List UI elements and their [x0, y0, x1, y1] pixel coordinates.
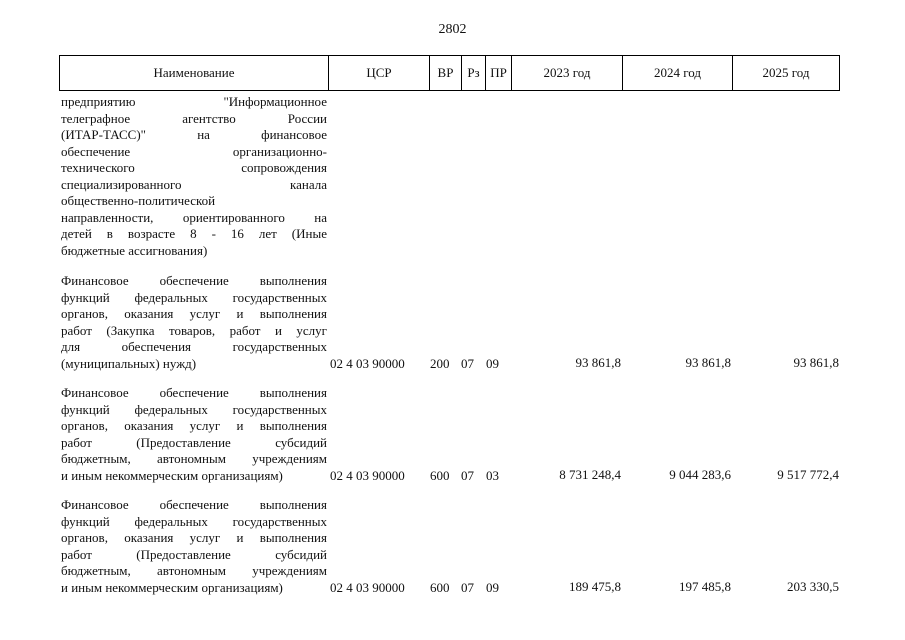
- row-name-line: органов, оказания услуг и выполнения: [61, 530, 327, 545]
- header-name: Наименование: [153, 65, 235, 80]
- row-name-line: бюджетным, автономным учреждениям: [61, 451, 327, 466]
- header-vr: ВР: [429, 56, 461, 90]
- row-name-line: обеспечение организационно-: [61, 143, 327, 159]
- row-rz: 07: [461, 355, 474, 371]
- row-name: [61, 497, 327, 596]
- header-csr: ЦСР: [328, 56, 429, 90]
- row-2024: 9 044 283,6: [669, 466, 731, 482]
- row-pr: 03: [486, 467, 499, 483]
- row-name-line: телеграфное агентство России: [61, 110, 327, 126]
- row-2024: 93 861,8: [685, 354, 731, 370]
- header-2023: 2023 год: [511, 56, 622, 90]
- row-name-line: функций федеральных государственных: [61, 289, 327, 305]
- row-name-line: общественно-политической: [61, 193, 216, 208]
- row-2023: 189 475,8: [569, 578, 621, 594]
- row-name-line: бюджетным, автономным учреждениям: [61, 563, 327, 578]
- row-name-line: (ИТАР-ТАСС)" на финансовое: [61, 127, 327, 142]
- row-vr: 600: [430, 579, 450, 595]
- row-2023: 8 731 248,4: [559, 466, 621, 482]
- row-pr: 09: [486, 355, 499, 371]
- row-csr: 02 4 03 90000: [330, 467, 405, 483]
- row-rz: 07: [461, 579, 474, 595]
- header-2025: 2025 год: [732, 56, 839, 90]
- row-vr: 200: [430, 355, 450, 371]
- row-name-line: специализированного канала: [61, 176, 327, 192]
- row-name-line: и иным некоммерческим организациям): [61, 579, 283, 595]
- row-name-line: Финансовое обеспечение выполнения: [61, 385, 327, 400]
- row-name-line: работ (Предоставление субсидий: [61, 546, 327, 562]
- row-name-line: (муниципальных) нужд): [61, 355, 197, 371]
- row-name: [61, 385, 327, 484]
- row-2023: 93 861,8: [575, 354, 621, 370]
- header-rz: Рз: [461, 56, 485, 90]
- row-name-line: бюджетные ассигнования): [61, 242, 208, 258]
- row-name-line: работ (Закупка товаров, работ и услуг: [61, 322, 327, 338]
- row-pr: 09: [486, 579, 499, 595]
- header-2024: 2024 год: [622, 56, 732, 90]
- row-csr: 02 4 03 90000: [330, 355, 405, 371]
- header-pr: ПР: [485, 56, 511, 90]
- row-name-line: функций федеральных государственных: [61, 513, 327, 529]
- row-csr: 02 4 03 90000: [330, 579, 405, 595]
- row-name-line: функций федеральных государственных: [61, 401, 327, 417]
- row-name: [61, 273, 327, 372]
- table-header: [59, 55, 840, 91]
- row-name-line: работ (Предоставление субсидий: [61, 434, 327, 450]
- row-2025: 9 517 772,4: [777, 466, 839, 482]
- row-2024: 197 485,8: [679, 578, 731, 594]
- row-2025: 203 330,5: [787, 578, 839, 594]
- row-vr: 600: [430, 467, 450, 483]
- row-rz: 07: [461, 467, 474, 483]
- row-name-line: предприятию "Информационное: [61, 94, 327, 109]
- row-name-line: детей в возрасте 8 - 16 лет (Иные: [61, 226, 327, 241]
- row-name-line: технического сопровождения: [61, 160, 327, 175]
- page-number: 2802: [438, 22, 467, 37]
- row-name-line: органов, оказания услуг и выполнения: [61, 418, 327, 433]
- row-name-line: направленности, ориентированного на: [61, 209, 327, 225]
- row-name-line: и иным некоммерческим организациям): [61, 467, 283, 483]
- row-name-line: Финансовое обеспечение выполнения: [61, 497, 327, 512]
- row-name: [61, 94, 327, 259]
- row-name-line: Финансовое обеспечение выполнения: [61, 273, 327, 288]
- row-2025: 93 861,8: [793, 354, 839, 370]
- row-name-line: органов, оказания услуг и выполнения: [61, 306, 327, 321]
- row-name-line: для обеспечения государственных: [61, 339, 327, 354]
